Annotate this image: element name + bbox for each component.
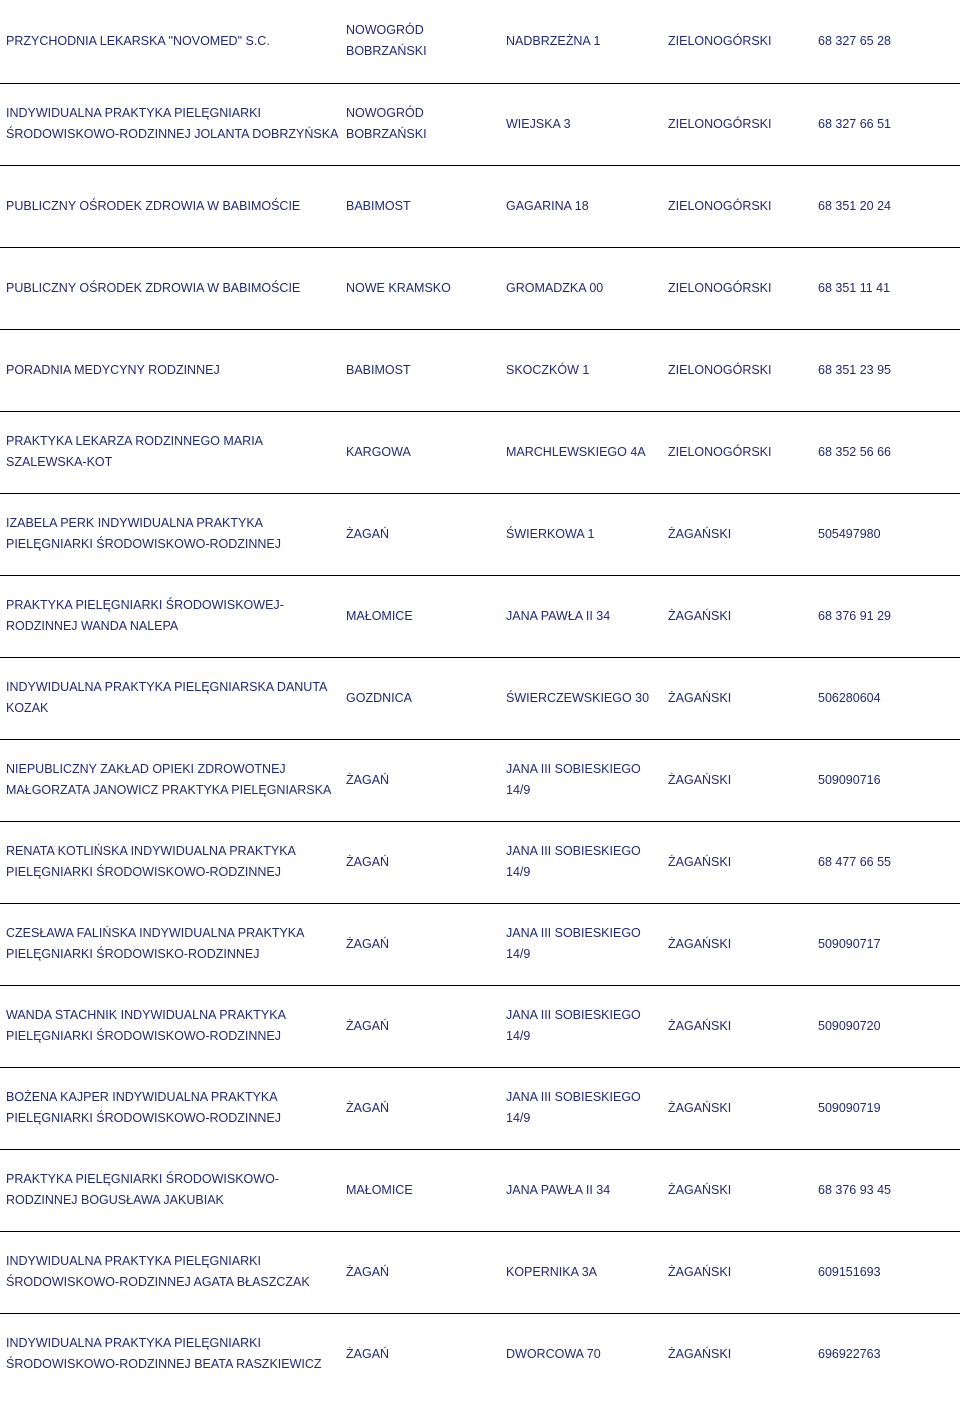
street-cell: WIEJSKA 3 (500, 83, 662, 165)
county-cell: ŻAGAŃSKI (662, 821, 812, 903)
table-row (0, 739, 960, 821)
facility-name-cell: PRAKTYKA PIELĘGNIARKI ŚRODOWISKOWO-RODZINNEJ BOGUSŁAWA JAKUBIAK (0, 1149, 340, 1231)
facility-name-cell: PUBLICZNY OŚRODEK ZDROWIA W BABIMOŚCIE (0, 247, 340, 329)
table-row (0, 985, 960, 1067)
phone-cell: 68 477 66 55 (812, 821, 960, 903)
phone-cell: 68 351 11 41 (812, 247, 960, 329)
street-cell: KOPERNIKA 3A (500, 1231, 662, 1313)
county-cell: ŻAGAŃSKI (662, 575, 812, 657)
table-row (0, 247, 960, 329)
table-row (0, 165, 960, 247)
street-cell: ŚWIERCZEWSKIEGO 30 (500, 657, 662, 739)
phone-cell: 506280604 (812, 657, 960, 739)
table-row (0, 903, 960, 985)
facility-name-cell: PRAKTYKA LEKARZA RODZINNEGO MARIA SZALEWSKA-KOT (0, 411, 340, 493)
city-cell: BABIMOST (340, 165, 500, 247)
table-row (0, 821, 960, 903)
city-cell: NOWOGRÓD BOBRZAŃSKI (340, 0, 500, 83)
street-cell: GAGARINA 18 (500, 165, 662, 247)
street-cell: JANA III SOBIESKIEGO 14/9 (500, 1067, 662, 1149)
street-cell: JANA III SOBIESKIEGO 14/9 (500, 903, 662, 985)
city-cell: ŻAGAŃ (346, 1346, 390, 1361)
county-cell: ŻAGAŃSKI (668, 1346, 732, 1361)
phone-cell: 505497980 (812, 493, 960, 575)
city-cell: MAŁOMICE (340, 575, 500, 657)
facility-name-cell: INDYWIDUALNA PRAKTYKA PIELĘGNIARSKA DANUTA KOZAK (0, 657, 340, 739)
table-row (0, 1313, 960, 1395)
street-cell: JANA III SOBIESKIEGO 14/9 (500, 985, 662, 1067)
street-cell: JANA PAWŁA II 34 (500, 575, 662, 657)
table-row (0, 329, 960, 411)
county-cell: ŻAGAŃSKI (662, 493, 812, 575)
table-row (0, 0, 960, 83)
street-cell: JANA III SOBIESKIEGO 14/9 (500, 739, 662, 821)
table-row (0, 493, 960, 575)
table-row (0, 83, 960, 165)
city-cell: ŻAGAŃ (340, 903, 500, 985)
county-cell: ŻAGAŃSKI (662, 985, 812, 1067)
street-cell: NADBRZEŻNA 1 (500, 0, 662, 83)
table-row (0, 1231, 960, 1313)
facility-name-cell: INDYWIDUALNA PRAKTYKA PIELĘGNIARKI ŚRODOWISKOWO-RODZINNEJ BEATA RASZKIEWICZ (6, 1336, 322, 1372)
city-cell: ŻAGAŃ (340, 821, 500, 903)
phone-cell: 68 327 65 28 (812, 0, 960, 83)
phone-cell: 509090717 (812, 903, 960, 985)
street-cell: GROMADZKA 00 (500, 247, 662, 329)
city-cell: NOWE KRAMSKO (340, 247, 500, 329)
table-row (0, 1067, 960, 1149)
facility-name-cell: CZESŁAWA FALIŃSKA INDYWIDUALNA PRAKTYKA PIELĘGNIARKI ŚRODOWISKO-RODZINNEJ (0, 903, 340, 985)
city-cell: KARGOWA (340, 411, 500, 493)
facility-name-cell: INDYWIDUALNA PRAKTYKA PIELĘGNIARKI ŚRODOWISKOWO-RODZINNEJ AGATA BŁASZCZAK (0, 1231, 340, 1313)
county-cell: ŻAGAŃSKI (662, 1149, 812, 1231)
phone-cell: 609151693 (812, 1231, 960, 1313)
table-row (0, 657, 960, 739)
facility-name-cell: WANDA STACHNIK INDYWIDUALNA PRAKTYKA PIELĘGNIARKI ŚRODOWISKOWO-RODZINNEJ (0, 985, 340, 1067)
county-cell: ZIELONOGÓRSKI (662, 165, 812, 247)
county-cell: ŻAGAŃSKI (662, 903, 812, 985)
facility-name-cell: NIEPUBLICZNY ZAKŁAD OPIEKI ZDROWOTNEJ MAŁGORZATA JANOWICZ PRAKTYKA PIELĘGNIARSKA (0, 739, 340, 821)
facility-name-cell: PRZYCHODNIA LEKARSKA "NOVOMED" S.C. (0, 0, 340, 83)
facility-name-cell: PRAKTYKA PIELĘGNIARKI ŚRODOWISKOWEJ-RODZINNEJ WANDA NALEPA (0, 575, 340, 657)
facility-name-cell: INDYWIDUALNA PRAKTYKA PIELĘGNIARKI ŚRODOWISKOWO-RODZINNEJ JOLANTA DOBRZYŃSKA (0, 83, 340, 165)
phone-cell: 68 376 93 45 (812, 1149, 960, 1231)
facility-name-cell: BOŻENA KAJPER INDYWIDUALNA PRAKTYKA PIELĘGNIARKI ŚRODOWISKOWO-RODZINNEJ (0, 1067, 340, 1149)
phone-cell: 509090720 (812, 985, 960, 1067)
county-cell: ZIELONOGÓRSKI (662, 329, 812, 411)
street-cell: MARCHLEWSKIEGO 4A (500, 411, 662, 493)
city-cell: ŻAGAŃ (340, 493, 500, 575)
city-cell: ŻAGAŃ (340, 739, 500, 821)
city-cell: GOZDNICA (340, 657, 500, 739)
street-cell: ŚWIERKOWA 1 (500, 493, 662, 575)
county-cell: ŻAGAŃSKI (662, 1231, 812, 1313)
phone-cell: 696922763 (818, 1346, 881, 1361)
city-cell: ŻAGAŃ (340, 985, 500, 1067)
facility-name-cell: RENATA KOTLIŃSKA INDYWIDUALNA PRAKTYKA PIELĘGNIARKI ŚRODOWISKOWO-RODZINNEJ (0, 821, 340, 903)
city-cell: NOWOGRÓD BOBRZAŃSKI (340, 83, 500, 165)
facility-name-cell: IZABELA PERK INDYWIDUALNA PRAKTYKA PIELĘGNIARKI ŚRODOWISKOWO-RODZINNEJ (0, 493, 340, 575)
street-cell: JANA III SOBIESKIEGO 14/9 (500, 821, 662, 903)
county-cell: ZIELONOGÓRSKI (662, 247, 812, 329)
phone-cell: 68 351 20 24 (812, 165, 960, 247)
phone-cell: 68 352 56 66 (812, 411, 960, 493)
street-cell: JANA PAWŁA II 34 (500, 1149, 662, 1231)
street-cell: DWORCOWA 70 (506, 1346, 601, 1361)
city-cell: ŻAGAŃ (340, 1067, 500, 1149)
phone-cell: 509090716 (812, 739, 960, 821)
phone-cell: 68 351 23 95 (812, 329, 960, 411)
phone-cell: 509090719 (812, 1067, 960, 1149)
city-cell: BABIMOST (340, 329, 500, 411)
street-cell: SKOCZKÓW 1 (500, 329, 662, 411)
table-row (0, 1149, 960, 1231)
phone-cell: 68 327 66 51 (812, 83, 960, 165)
table-row (0, 575, 960, 657)
county-cell: ŻAGAŃSKI (662, 657, 812, 739)
city-cell: ŻAGAŃ (340, 1231, 500, 1313)
county-cell: ŻAGAŃSKI (662, 1067, 812, 1149)
city-cell: MAŁOMICE (340, 1149, 500, 1231)
facility-name-cell: PORADNIA MEDYCYNY RODZINNEJ (0, 329, 340, 411)
phone-cell: 68 376 91 29 (812, 575, 960, 657)
county-cell: ZIELONOGÓRSKI (662, 83, 812, 165)
county-cell: ZIELONOGÓRSKI (662, 411, 812, 493)
table-row (0, 411, 960, 493)
county-cell: ŻAGAŃSKI (662, 739, 812, 821)
county-cell: ZIELONOGÓRSKI (662, 0, 812, 83)
facility-name-cell: PUBLICZNY OŚRODEK ZDROWIA W BABIMOŚCIE (0, 165, 340, 247)
